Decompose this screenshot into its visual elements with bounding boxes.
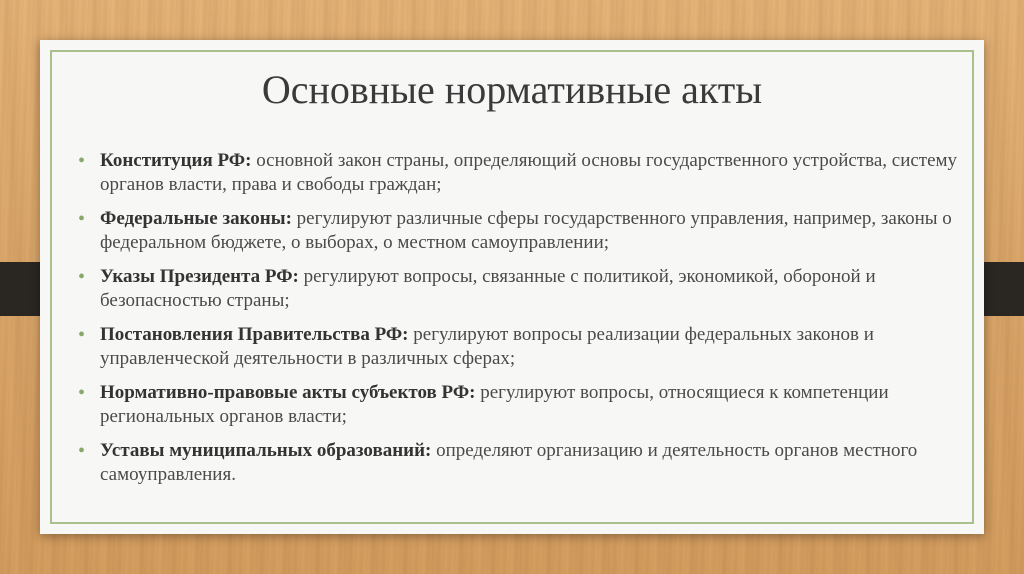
item-text: [100, 149, 958, 197]
item-description: регулируют вопросы, связанные с политикой, экономикой, обороной и безопасностью страны;: [100, 266, 876, 311]
slide-title: Основные нормативные акты: [261, 67, 763, 112]
list-item: [78, 207, 958, 255]
bullet-icon: •: [78, 440, 86, 462]
list-item: [78, 439, 958, 487]
list-item: [78, 149, 958, 197]
item-term: Указы Президента РФ:: [100, 266, 299, 287]
bullet-icon: •: [78, 150, 86, 172]
item-text: [100, 381, 958, 429]
item-description: определяют организацию и деятельность органов местного самоуправления.: [100, 440, 918, 485]
item-text: [100, 323, 958, 371]
slide: [40, 40, 984, 534]
item-term: Нормативно-правовые акты субъектов РФ:: [100, 382, 476, 403]
bullet-icon: •: [78, 382, 86, 404]
bullet-list: [78, 149, 958, 497]
bullet-icon: •: [78, 324, 86, 346]
item-description: регулируют вопросы, относящиеся к компетенции региональных органов власти;: [100, 382, 889, 427]
bullet-icon: •: [78, 208, 86, 230]
item-term: Постановления Правительства РФ:: [100, 324, 409, 345]
list-item: [78, 323, 958, 371]
item-text: [100, 265, 958, 313]
item-term: Уставы муниципальных образований:: [100, 440, 432, 461]
item-text: [100, 207, 958, 255]
item-description: основной закон страны, определяющий основы государственного устройства, систему органов власти, права и свободы граждан;: [100, 150, 958, 195]
item-term: Федеральные законы:: [100, 208, 292, 229]
list-item: [78, 381, 958, 429]
item-text: [100, 439, 958, 487]
item-description: регулируют различные сферы государственного управления, например, законы о федеральном бюджете, о выборах, о местном самоуправлении;: [100, 208, 952, 253]
bullet-icon: •: [78, 266, 86, 288]
item-term: Конституция РФ:: [100, 150, 252, 171]
item-description: регулируют вопросы реализации федеральных законов и управленческой деятельности в различных сферах;: [100, 324, 874, 369]
list-item: [78, 265, 958, 313]
